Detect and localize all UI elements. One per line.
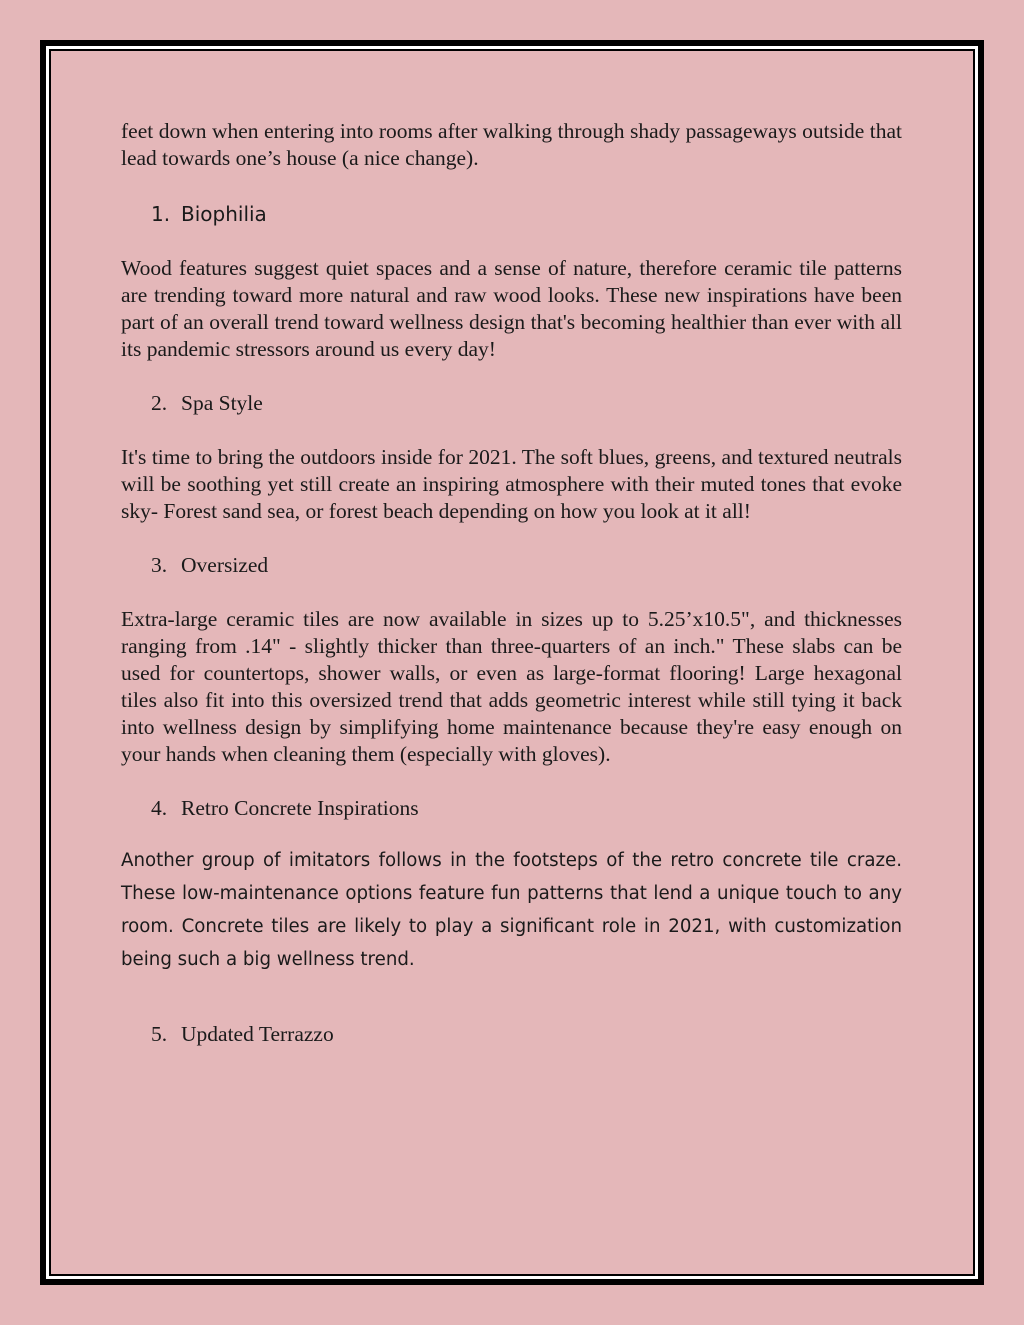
intro-paragraph: feet down when entering into rooms after walking through shady passageways outside that lead towards one’s house (a nice change). <box>121 119 902 170</box>
section-body-oversized: Extra-large ceramic tiles are now available in sizes up to 5.25’x10.5", and thicknesses ranging from .14" - slightly thicker than three-quarters of an inch." These slabs can be used for countertops, shower walls, or even as large-format flooring! Large hexagonal tiles also fit into this oversized trend that adds geometric interest while still tying it back into wellness design by simplifying home maintenance because they're easy enough on your hands when cleaning them (especially with gloves). <box>121 607 902 766</box>
section-title: Spa Style <box>181 391 263 415</box>
section-title: Oversized <box>181 553 269 577</box>
section-number: 3. <box>151 553 168 577</box>
section-number: 2. <box>151 391 168 415</box>
section-title: Updated Terrazzo <box>181 1022 334 1046</box>
section-heading-retro-concrete <box>151 795 902 822</box>
section-body-spa-style: It's time to bring the outdoors inside for 2021. The soft blues, greens, and textured neutrals will be soothing yet still create an inspiring atmosphere with their muted tones that evoke sky- Forest sand sea, or forest beach depending on how you look at it all! <box>121 445 902 523</box>
section-heading-spa-style <box>151 390 902 417</box>
section-number: 5. <box>151 1022 168 1046</box>
section-body-biophilia: Wood features suggest quiet spaces and a sense of nature, therefore ceramic tile patterns are trending toward more natural and raw wood looks. These new inspirations have been part of an overall trend toward wellness design that's becoming healthier than ever with all its pandemic stressors around us every day! <box>121 256 902 361</box>
section-title: Retro Concrete Inspirations <box>181 796 419 820</box>
section-heading-biophilia <box>151 201 902 228</box>
section-number: 4. <box>151 796 168 820</box>
section-heading-updated-terrazzo <box>151 1021 902 1048</box>
section-title: Biophilia <box>181 202 267 226</box>
section-heading-oversized <box>151 552 902 579</box>
document-content <box>121 118 902 1048</box>
section-body-retro-concrete: Another group of imitators follows in the footsteps of the retro concrete tile craze. These low-maintenance options feature fun patterns that lend a unique touch to any room. Concrete tiles are likely to play a significant role in 2021, with customization being such a big wellness trend. <box>121 850 902 970</box>
section-number: 1. <box>151 202 171 226</box>
